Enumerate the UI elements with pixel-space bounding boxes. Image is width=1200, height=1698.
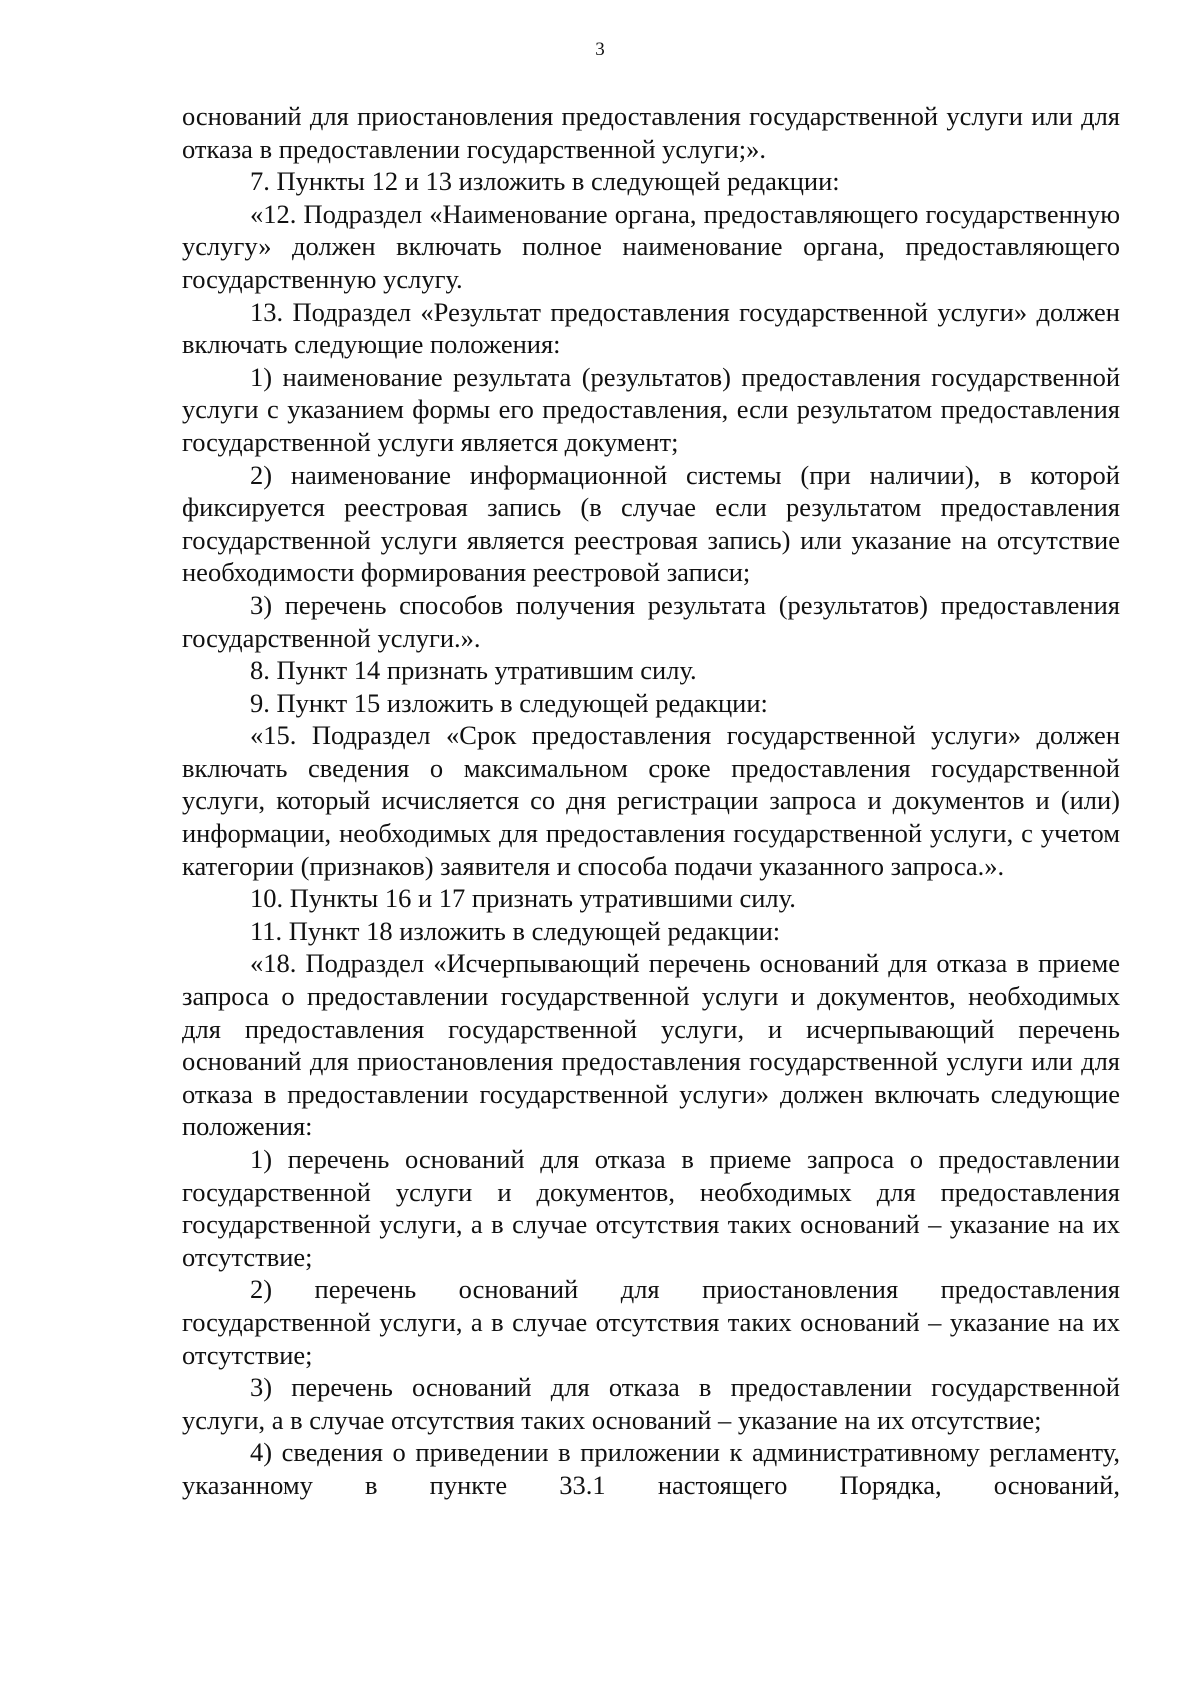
paragraph: оснований для приостановления предоставления государственной услуги или для отказа в предоставлении государственной услуги;». bbox=[182, 101, 1120, 164]
paragraph: 10. Пункты 16 и 17 признать утратившими силу. bbox=[250, 883, 796, 914]
paragraph: 13. Подраздел «Результат предоставления государственной услуги» должен включать следующие положения: bbox=[182, 296, 1120, 360]
paragraph: 7. Пункты 12 и 13 изложить в следующей редакции: bbox=[250, 166, 840, 197]
paragraph: 3) перечень способов получения результата (результатов) предоставления государственной услуги.». bbox=[182, 589, 1120, 653]
paragraph: 4) сведения о приведении в приложении к административному регламенту, указанному в пункте 33.1 настоящего Порядка, оснований, bbox=[182, 1437, 1120, 1500]
paragraph: 9. Пункт 15 изложить в следующей редакции: bbox=[250, 687, 768, 718]
paragraph: 11. Пункт 18 изложить в следующей редакции: bbox=[250, 915, 781, 946]
paragraph: «18. Подраздел «Исчерпывающий перечень оснований для отказа в приеме запроса о предоставлении государственной услуги и документов, необходимых для предоставления государственной услуги, и исчерпывающий перечень оснований для приостановления предоставления государственной услуги или для отказа в предоставлении государственной услуги» должен включать следующие положения: bbox=[182, 948, 1120, 1142]
document-body bbox=[182, 100, 1120, 1502]
paragraph: 1) перечень оснований для отказа в приеме запроса о предоставлении государственной услуги и документов, необходимых для предоставления государственной услуги, а в случае отсутствия таких оснований – указание на их отсутствие; bbox=[182, 1144, 1120, 1272]
paragraph: «15. Подраздел «Срок предоставления государственной услуги» должен включать сведения о максимальном сроке предоставления государственной услуги, который исчисляется со дня регистрации запроса и документов и (или) информации, необходимых для предоставления государственной услуги, с учетом категории (признаков) заявителя и способа подачи указанного запроса.». bbox=[182, 720, 1120, 881]
paragraph: 2) наименование информационной системы (при наличии), в которой фиксируется реестровая запись (в случае если результатом предоставления государственной услуги является реестровая запись) или указание на отсутствие необходимости формирования реестровой записи; bbox=[182, 459, 1120, 588]
paragraph: 2) перечень оснований для приостановления предоставления государственной услуги, а в случае отсутствия таких оснований – указание на их отсутствие; bbox=[182, 1274, 1120, 1370]
paragraph: 3) перечень оснований для отказа в предоставлении государственной услуги, а в случае отсутствия таких оснований – указание на их отсутствие; bbox=[182, 1372, 1120, 1435]
page-number: 3 bbox=[595, 39, 605, 60]
paragraph: «12. Подраздел «Наименование органа, предоставляющего государственную услугу» должен включать полное наименование органа, предоставляющего государственную услугу. bbox=[182, 198, 1120, 294]
paragraph: 1) наименование результата (результатов) предоставления государственной услуги с указанием формы его предоставления, если результатом предоставления государственной услуги является документ; bbox=[182, 361, 1120, 457]
paragraph: 8. Пункт 14 признать утратившим силу. bbox=[250, 655, 697, 686]
